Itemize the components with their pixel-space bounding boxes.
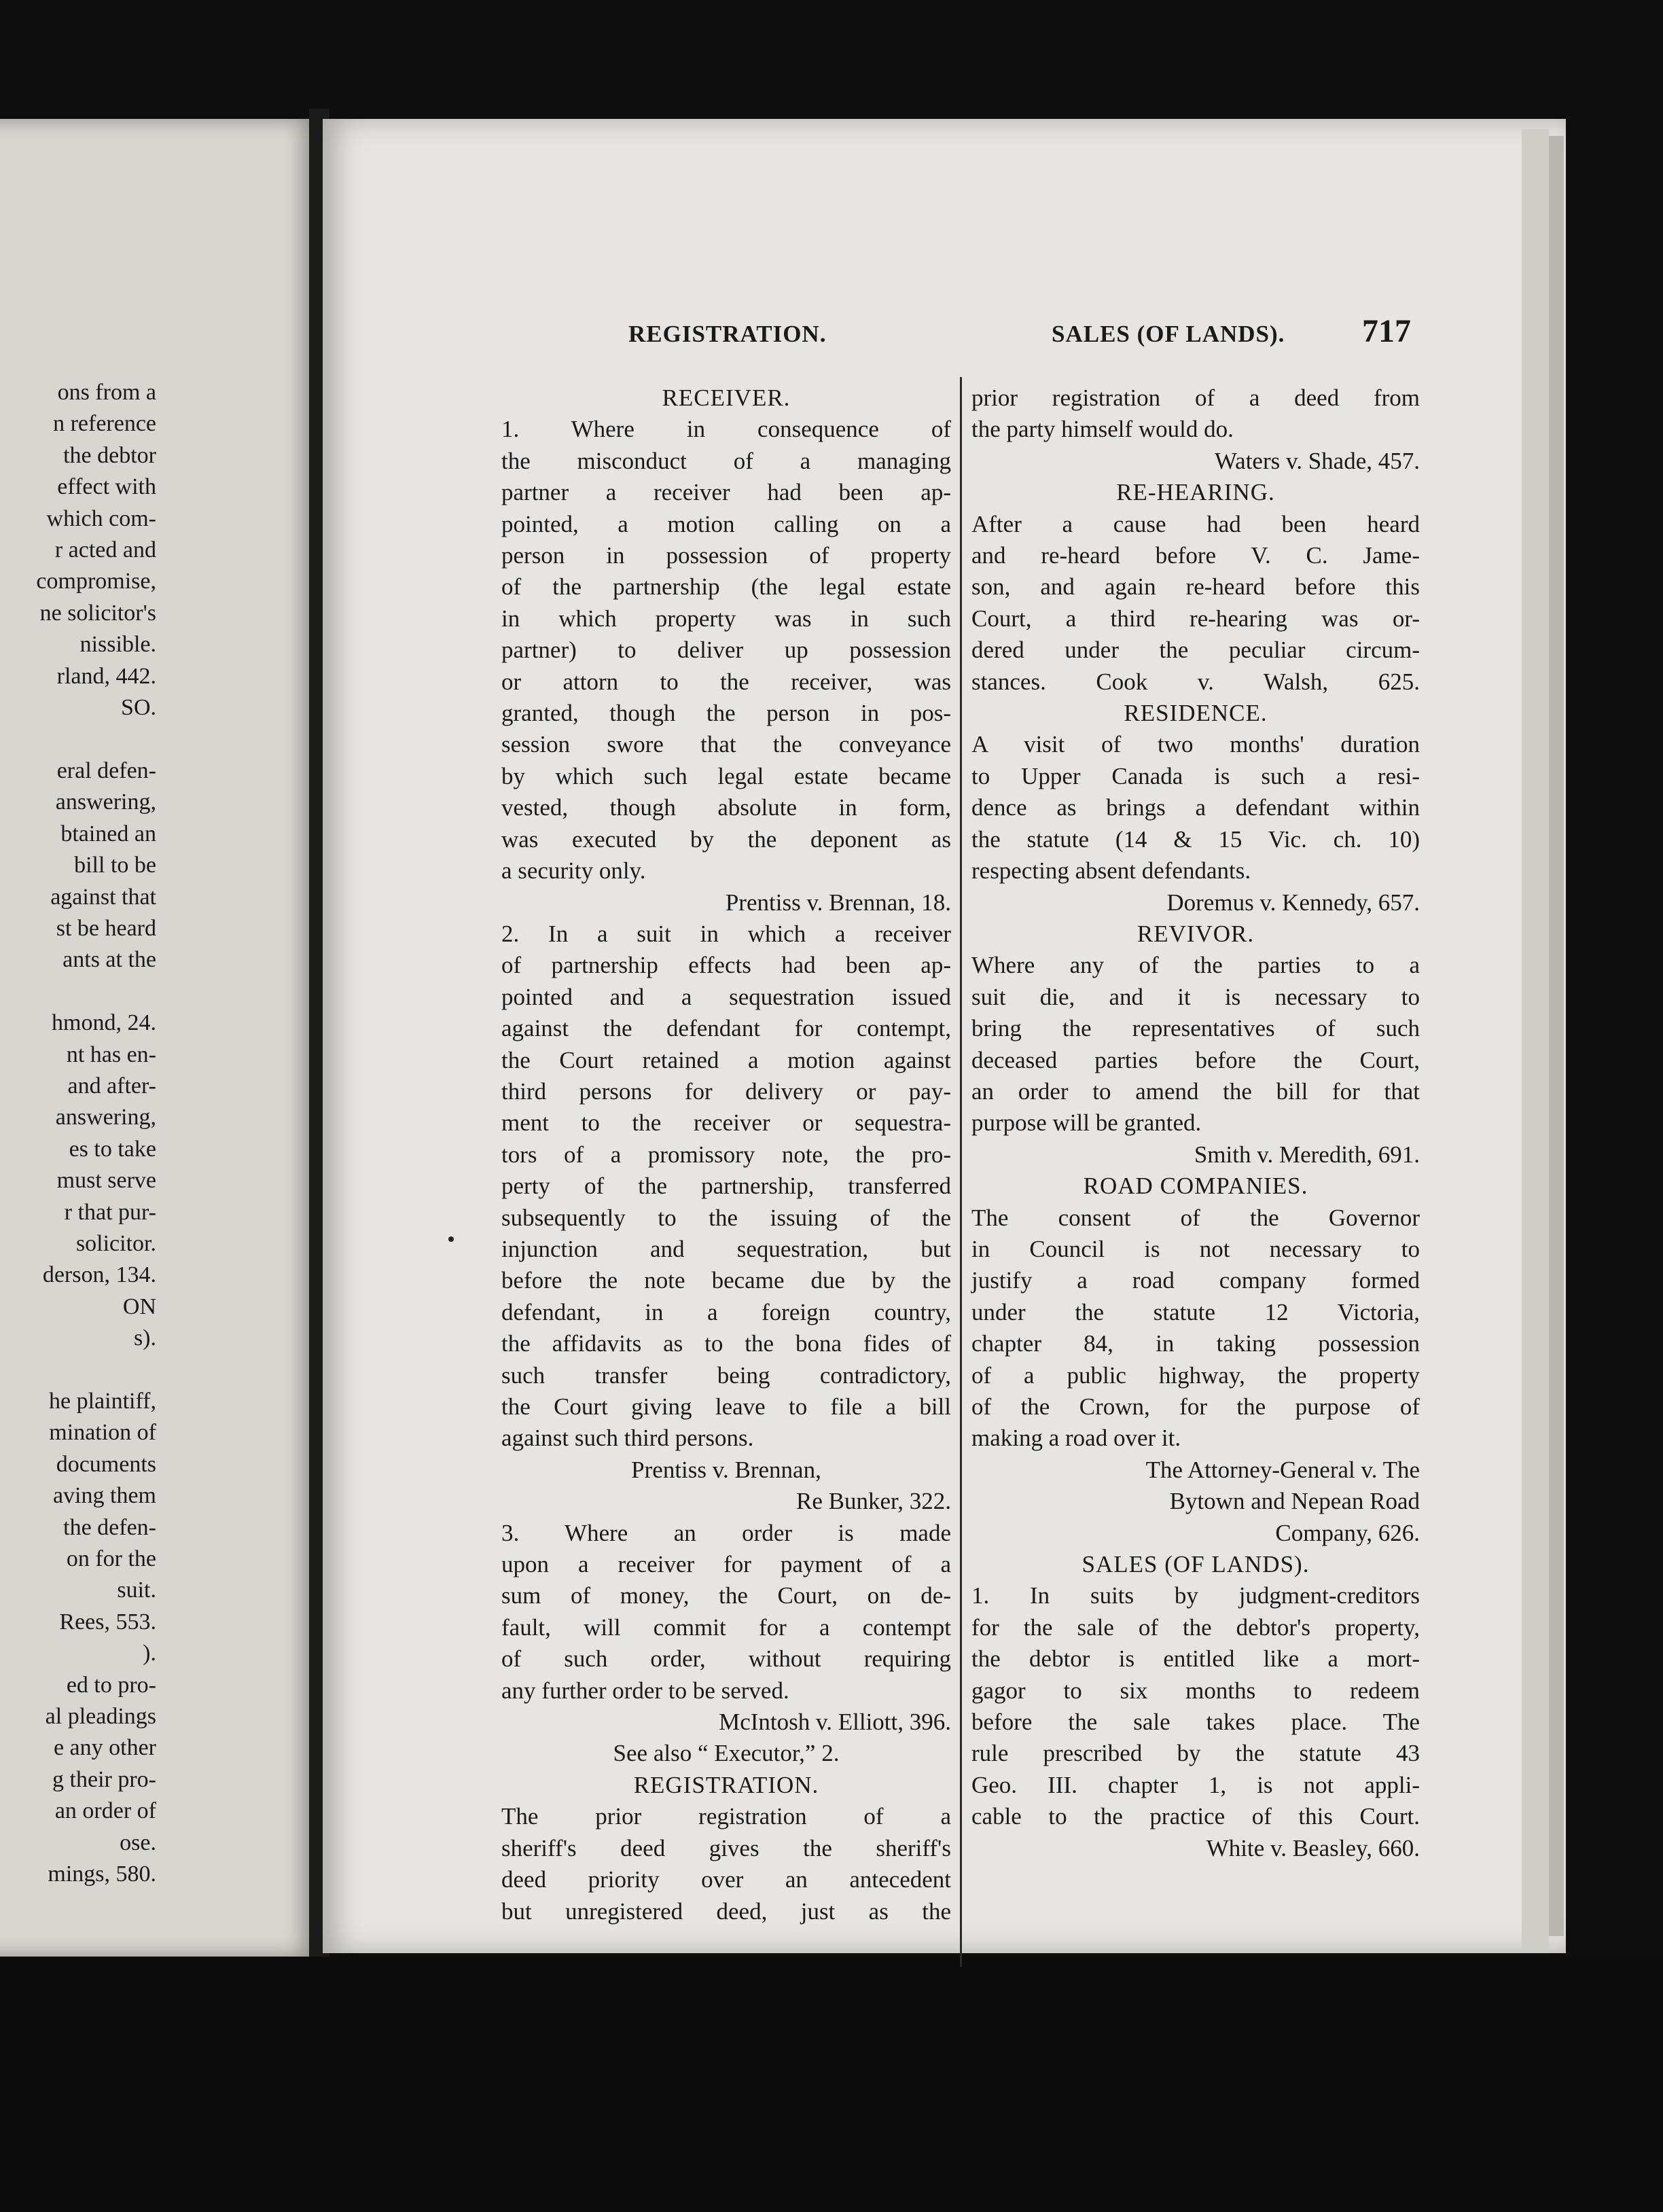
page-number: 717 xyxy=(1362,313,1411,349)
left-page-line: he plaintiff, xyxy=(49,1389,156,1414)
text-line: the misconduct of a managing xyxy=(501,447,951,474)
text-line: 1. In suits by judgment-creditors xyxy=(971,1582,1420,1609)
left-page-line: must serve xyxy=(56,1168,156,1194)
text-line: A visit of two months' duration xyxy=(971,731,1420,758)
left-page-line: r that pur- xyxy=(64,1199,156,1225)
left-page-line: the debtor xyxy=(63,442,156,468)
text-line: of a public highway, the property xyxy=(971,1361,1420,1389)
text-line: respecting absent defendants. xyxy=(971,857,1251,885)
section-heading: REVIVOR. xyxy=(1137,920,1255,947)
page-edge xyxy=(1522,129,1549,1950)
section-heading: REGISTRATION. xyxy=(633,1771,819,1798)
text-line: Waters v. Shade, 457. xyxy=(1214,447,1420,474)
text-line: before the sale takes place. The xyxy=(971,1709,1420,1736)
ink-speck xyxy=(448,1236,454,1242)
left-page-line: ose. xyxy=(120,1830,156,1855)
text-line: session swore that the conveyance xyxy=(501,731,951,758)
text-line: Prentiss v. Brennan, 18. xyxy=(725,889,951,916)
text-line: of partnership effects had been ap- xyxy=(501,952,951,979)
text-line: but unregistered deed, just as the xyxy=(501,1897,951,1925)
left-page-line: e any other xyxy=(53,1735,156,1761)
text-line: The prior registration of a xyxy=(501,1803,951,1830)
left-page-line: st be heard xyxy=(56,915,156,941)
left-page-line: eral defen- xyxy=(56,757,156,783)
left-page-line: suit. xyxy=(117,1577,156,1603)
left-page-line: hmond, 24. xyxy=(52,1010,156,1036)
text-line: by which such legal estate became xyxy=(501,762,951,789)
text-line: Where any of the parties to a xyxy=(971,952,1420,979)
text-line: purpose will be granted. xyxy=(971,1109,1202,1137)
text-line: tors of a promissory note, the pro- xyxy=(501,1141,951,1168)
left-page-line: mings, 580. xyxy=(48,1861,156,1887)
text-line: injunction and sequestration, but xyxy=(501,1235,951,1262)
text-line: Re Bunker, 322. xyxy=(795,1488,951,1515)
text-line: prior registration of a deed from xyxy=(971,385,1420,411)
left-page-line: rland, 442. xyxy=(56,663,156,689)
text-line: the debtor is entitled like a mort- xyxy=(971,1645,1420,1673)
text-line: rule prescribed by the statute 43 xyxy=(971,1740,1420,1767)
text-line: pointed and a sequestration issued xyxy=(501,983,951,1010)
column-right xyxy=(971,382,1420,1864)
column-left xyxy=(501,382,951,1927)
text-line: dence as brings a defendant within xyxy=(971,794,1420,821)
text-line: a security only. xyxy=(501,857,646,885)
text-line: was executed by the deponent as xyxy=(501,825,951,853)
text-line: After a cause had been heard xyxy=(971,510,1420,537)
left-page-line: answering, xyxy=(55,1105,156,1130)
text-line: of the Crown, for the purpose of xyxy=(971,1393,1420,1420)
text-line: sum of money, the Court, on de- xyxy=(501,1582,951,1609)
left-page-line: bill to be xyxy=(74,853,156,878)
text-line: vested, though absolute in form, xyxy=(501,794,951,821)
left-page-line xyxy=(0,724,156,755)
left-page-line xyxy=(0,976,156,1007)
text-line: White v. Beasley, 660. xyxy=(1206,1834,1420,1861)
text-line: chapter 84, in taking possession xyxy=(971,1330,1420,1357)
text-line: before the note became due by the xyxy=(501,1267,951,1294)
text-line: for the sale of the debtor's property, xyxy=(971,1613,1420,1641)
text-line: son, and again re-heard before this xyxy=(971,573,1420,601)
section-heading: RECEIVER. xyxy=(662,385,791,411)
left-page-line: mination of xyxy=(49,1420,156,1446)
left-page-line: on for the xyxy=(66,1546,156,1572)
text-line: the Court retained a motion against xyxy=(501,1046,951,1073)
text-line: partner a receiver had been ap- xyxy=(501,479,951,506)
left-page-line: ne solicitor's xyxy=(39,600,156,626)
text-line: against the defendant for contempt, xyxy=(501,1015,951,1042)
text-line: Bytown and Nepean Road xyxy=(1169,1488,1420,1515)
text-line: in which property was in such xyxy=(501,605,951,632)
text-line: partner) to deliver up possession xyxy=(501,637,951,664)
left-page-line: Rees, 553. xyxy=(59,1609,156,1635)
text-line: the party himself would do. xyxy=(971,416,1234,443)
text-line: suit die, and it is necessary to xyxy=(971,983,1420,1010)
text-line: deed priority over an antecedent xyxy=(501,1866,951,1893)
text-line: against such third persons. xyxy=(501,1425,754,1452)
text-line: McIntosh v. Elliott, 396. xyxy=(719,1709,951,1736)
text-line: The Attorney-General v. The xyxy=(1145,1456,1420,1483)
section-heading: RE-HEARING. xyxy=(1116,479,1275,506)
left-page-line: effect with xyxy=(57,474,156,500)
left-page-line: r acted and xyxy=(54,537,156,563)
left-page-line: ants at the xyxy=(62,947,156,973)
text-line: fault, will commit for a contempt xyxy=(501,1613,951,1641)
text-line: Company, 626. xyxy=(1275,1519,1420,1546)
text-line: in Council is not necessary to xyxy=(971,1235,1420,1262)
text-line: Prentiss v. Brennan, xyxy=(631,1456,821,1483)
left-page-line: nissible. xyxy=(79,632,156,658)
left-page-line: solicitor. xyxy=(75,1230,156,1256)
left-page-line: compromise, xyxy=(36,569,156,594)
left-page-line: ed to pro- xyxy=(66,1672,156,1698)
text-line: defendant, in a foreign country, xyxy=(501,1298,951,1325)
text-line: any further order to be served. xyxy=(501,1677,789,1704)
text-line: the affidavits as to the bona fides of xyxy=(501,1330,951,1357)
text-line: 1. Where in consequence of xyxy=(501,416,951,443)
text-line: 3. Where an order is made xyxy=(501,1519,951,1546)
text-line: Court, a third re-hearing was or- xyxy=(971,605,1420,632)
text-line: sheriff's deed gives the sheriff's xyxy=(501,1834,951,1861)
text-line: an order to amend the bill for that xyxy=(971,1077,1420,1105)
text-line: of such order, without requiring xyxy=(501,1645,951,1673)
left-page-line: s). xyxy=(133,1325,156,1351)
text-line: making a road over it. xyxy=(971,1425,1181,1452)
text-line: perty of the partnership, transferred xyxy=(501,1173,951,1200)
text-line: to Upper Canada is such a resi- xyxy=(971,762,1420,789)
running-head-left: REGISTRATION. xyxy=(628,321,827,347)
text-line: third persons for delivery or pay- xyxy=(501,1077,951,1105)
text-line: Geo. III. chapter 1, is not appli- xyxy=(971,1771,1420,1798)
text-line: the Court giving leave to file a bill xyxy=(501,1393,951,1420)
left-page-line xyxy=(0,1355,156,1386)
text-line: person in possession of property xyxy=(501,542,951,569)
text-line: under the statute 12 Victoria, xyxy=(971,1298,1420,1325)
left-page-line: ON xyxy=(122,1294,156,1319)
text-line: and re-heard before V. C. Jame- xyxy=(971,542,1420,569)
text-line: of the partnership (the legal estate xyxy=(501,573,951,601)
left-page-line: an order of xyxy=(54,1798,156,1824)
text-line: subsequently to the issuing of the xyxy=(501,1204,951,1231)
left-page-line: btained an xyxy=(60,821,156,846)
left-page-line: derson, 134. xyxy=(42,1262,156,1288)
text-line: justify a road company formed xyxy=(971,1267,1420,1294)
left-page-line: g their pro- xyxy=(52,1766,156,1792)
text-line: deceased parties before the Court, xyxy=(971,1046,1420,1073)
left-page-line: SO. xyxy=(121,695,156,721)
text-line: such transfer being contradictory, xyxy=(501,1361,951,1389)
left-page-line: against that xyxy=(50,884,156,910)
running-head-right: SALES (OF LANDS). xyxy=(1052,321,1285,347)
text-line: granted, though the person in pos- xyxy=(501,700,951,727)
text-line: ment to the receiver or sequestra- xyxy=(501,1109,951,1137)
text-line: gagor to six months to redeem xyxy=(971,1677,1420,1704)
text-line: or attorn to the receiver, was xyxy=(501,668,951,695)
left-page-line: aving them xyxy=(52,1483,156,1509)
text-line: dered under the peculiar circum- xyxy=(971,637,1420,664)
text-line: cable to the practice of this Court. xyxy=(971,1803,1420,1830)
left-page-line: al pleadings xyxy=(45,1704,156,1730)
text-line: stances. Cook v. Walsh, 625. xyxy=(971,668,1420,695)
left-page-line: the defen- xyxy=(63,1514,156,1540)
column-divider xyxy=(960,377,962,1967)
left-page-line: es to take xyxy=(69,1136,156,1162)
section-heading: ROAD COMPANIES. xyxy=(1083,1173,1308,1200)
text-line: See also “ Executor,” 2. xyxy=(613,1740,840,1767)
text-line: the statute (14 & 15 Vic. ch. 10) xyxy=(971,825,1420,853)
text-line: Smith v. Meredith, 691. xyxy=(1194,1141,1420,1168)
section-heading: SALES (OF LANDS). xyxy=(1081,1551,1310,1578)
page-edge-shadow xyxy=(1549,136,1564,1936)
section-heading: RESIDENCE. xyxy=(1124,700,1268,727)
left-page-line: answering, xyxy=(55,789,156,815)
left-page-line: n reference xyxy=(53,411,156,437)
left-page-line: which com- xyxy=(46,505,156,531)
left-page-text xyxy=(0,377,156,1891)
text-line: 2. In a suit in which a receiver xyxy=(501,920,951,947)
left-page-line: and after- xyxy=(67,1073,156,1099)
text-line: The consent of the Governor xyxy=(971,1204,1420,1231)
text-line: bring the representatives of such xyxy=(971,1015,1420,1042)
text-line: Doremus v. Kennedy, 657. xyxy=(1166,889,1420,916)
scan-background xyxy=(0,1957,1663,2212)
text-line: pointed, a motion calling on a xyxy=(501,510,951,537)
left-page-line: documents xyxy=(56,1451,156,1477)
left-page-line: ons from a xyxy=(57,380,156,405)
left-page-line: nt has en- xyxy=(66,1041,156,1067)
text-line: upon a receiver for payment of a xyxy=(501,1551,951,1578)
left-page-line: ). xyxy=(143,1641,156,1666)
